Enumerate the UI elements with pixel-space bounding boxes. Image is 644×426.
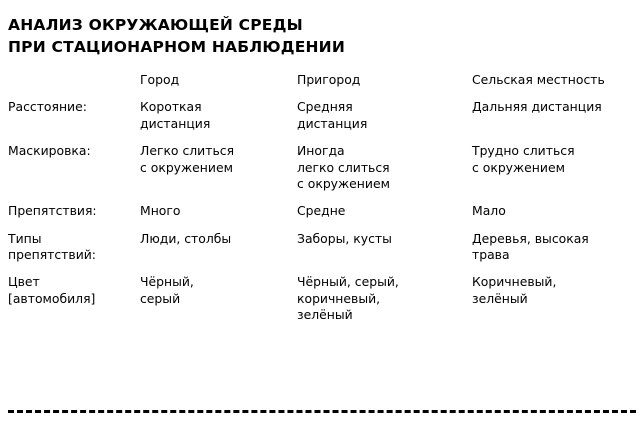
- cell-color-rural: Коричневый, зелёный: [472, 274, 557, 306]
- row-label-distance: Расстояние:: [8, 99, 87, 115]
- table-row: [8, 231, 638, 275]
- row-label-color: Цвет [автомобиля]: [8, 274, 96, 306]
- table-header-row: [8, 72, 638, 99]
- cell-obstacles-suburb: Средне: [297, 203, 346, 219]
- cell-distance-rural: Дальняя дистанция: [472, 99, 602, 115]
- table-row: [8, 274, 638, 334]
- table-row: [8, 203, 638, 230]
- table-body: [8, 99, 638, 334]
- page-title: [8, 14, 636, 58]
- cell-camouflage-rural: Трудно слиться с окружением: [472, 143, 575, 175]
- column-header-city: Город: [140, 72, 180, 87]
- page-title-line-2: ПРИ СТАЦИОНАРНОМ НАБЛЮДЕНИИ: [8, 38, 346, 56]
- cell-camouflage-suburb: Иногда легко слиться с окружением: [297, 143, 390, 191]
- cell-distance-city: Короткая дистанция: [140, 99, 211, 131]
- dashed-divider: [8, 410, 636, 413]
- row-label-camouflage: Маскировка:: [8, 143, 91, 159]
- cell-distance-suburb: Средняя дистанция: [297, 99, 368, 131]
- cell-color-suburb: Чёрный, серый, коричневый, зелёный: [297, 274, 399, 323]
- cell-obstacles-rural: Мало: [472, 203, 506, 219]
- cell-camouflage-city: Легко слиться с окружением: [140, 143, 235, 175]
- row-label-obstacles: Препятствия:: [8, 203, 97, 219]
- cell-obstacle-types-rural: Деревья, высокая трава: [472, 230, 589, 262]
- cell-obstacle-types-city: Люди, столбы: [140, 230, 232, 246]
- cell-color-city: Чёрный, серый: [140, 274, 194, 306]
- environment-analysis-table: [8, 72, 638, 335]
- column-header-rural: Сельская местность: [472, 72, 605, 87]
- cell-obstacles-city: Много: [140, 203, 181, 219]
- cell-obstacle-types-suburb: Заборы, кусты: [297, 230, 392, 246]
- page-title-line-1: АНАЛИЗ ОКРУЖАЮЩЕЙ СРЕДЫ: [8, 16, 303, 34]
- row-label-obstacle-types: Типы препятствий:: [8, 230, 96, 262]
- table-row: [8, 99, 638, 143]
- table-row: [8, 143, 638, 203]
- column-header-suburb: Пригород: [297, 72, 361, 87]
- column-header-blank: [8, 72, 140, 99]
